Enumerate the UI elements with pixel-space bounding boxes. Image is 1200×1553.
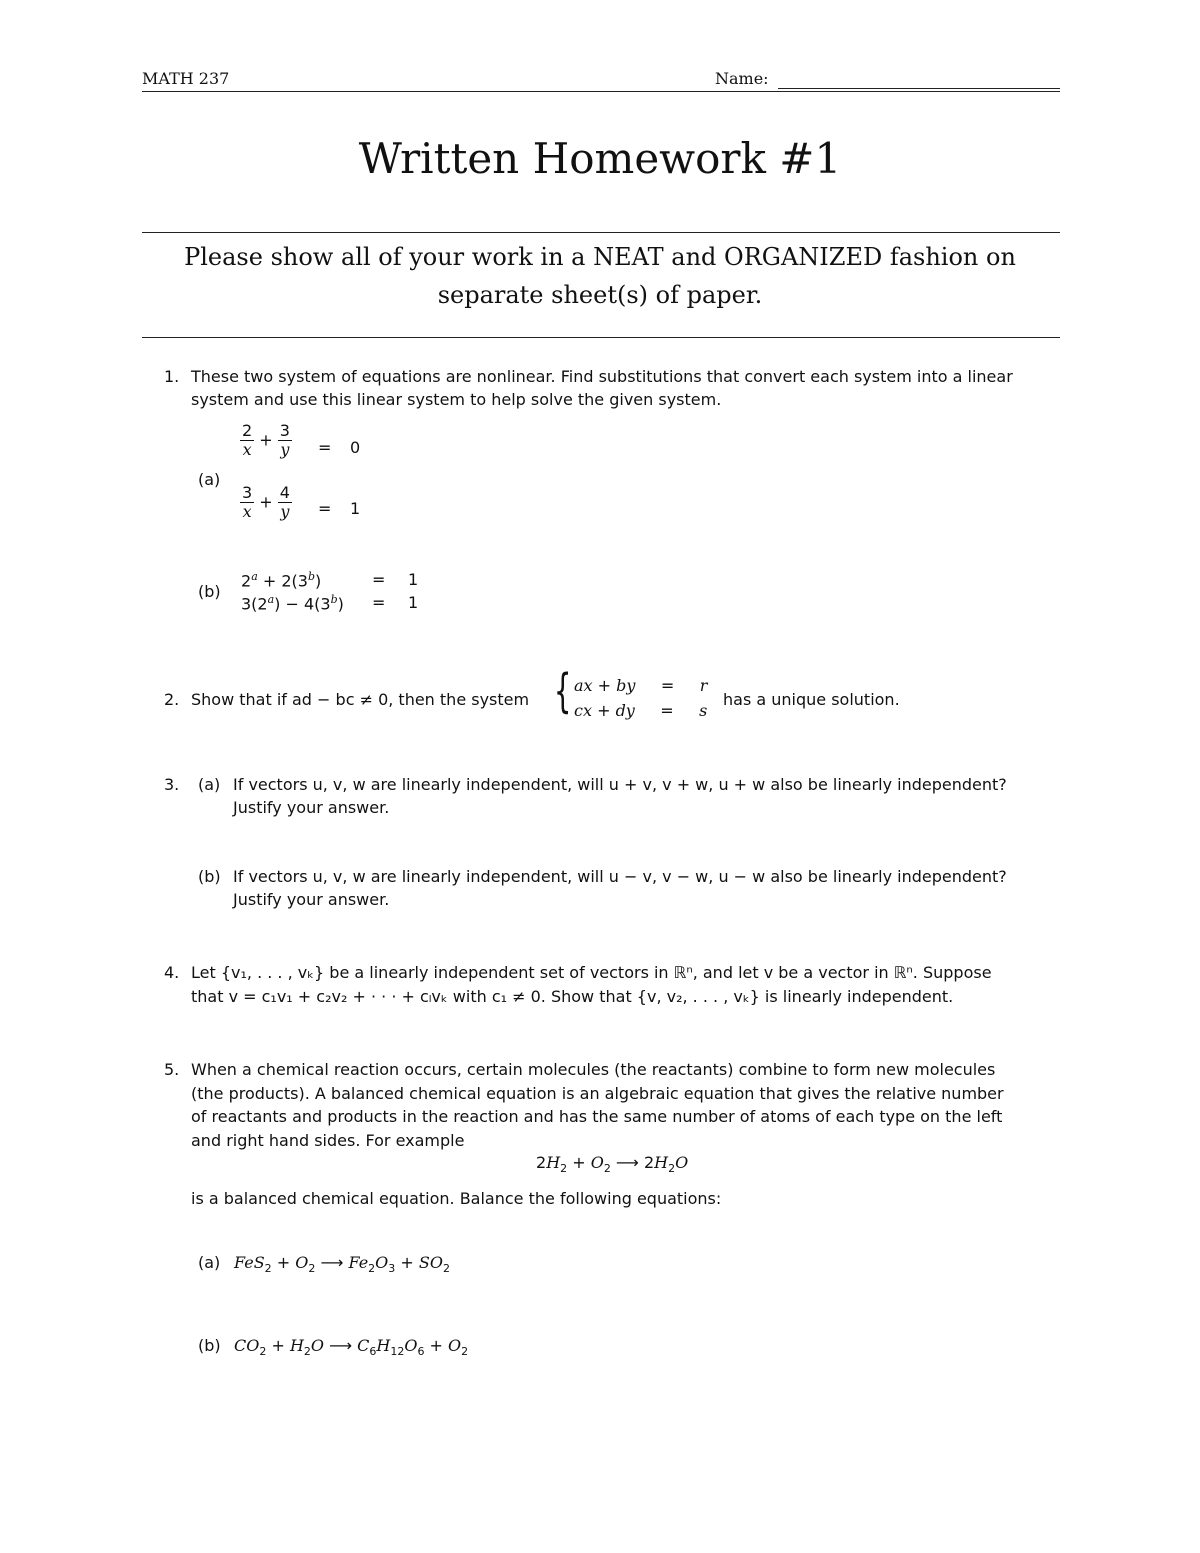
instructions-line-2: separate sheet(s) of paper. xyxy=(437,281,763,309)
problem-1b-equals-2: = xyxy=(372,593,386,612)
problem-2-text-after: has a unique solution. xyxy=(723,690,900,709)
instructions-line-1: Please show all of your work in a NEAT and ORGANIZED fashion on xyxy=(184,243,1016,271)
problem-2-system-line-2: cx + dy = s xyxy=(574,701,708,720)
problem-2-brace: { xyxy=(553,664,572,718)
instructions-top-rule xyxy=(142,232,1060,233)
problem-5-line-3: of reactants and products in the reaction and has the same number of atoms of each type on the left xyxy=(191,1107,1003,1126)
problem-1a-label: (a) xyxy=(198,470,221,489)
problem-1b-label: (b) xyxy=(198,582,221,601)
problem-3a-line-1: If vectors u, v, w are linearly independent, will u + v, v + w, u + w also be linearly independent? xyxy=(233,775,1007,794)
problem-5-line-4: and right hand sides. For example xyxy=(191,1131,465,1150)
problem-4-line-2: that v = c₁v₁ + c₂v₂ + · · · + cₗvₖ with c₁ ≠ 0. Show that {v, v₂, . . . , vₖ} is linearly independent. xyxy=(191,987,954,1006)
problem-1b-rhs-2: 1 xyxy=(408,593,419,612)
instructions-bottom-rule xyxy=(142,337,1060,338)
problem-1b-rhs-1: 1 xyxy=(408,570,419,589)
name-label: Name: xyxy=(715,69,769,88)
problem-1a-equation-2-lhs: $\frac{3}{x}$ + $\frac{4}{y}$ xyxy=(242,483,290,522)
problem-2-text-before: Show that if ad − bc ≠ 0, then the system xyxy=(191,690,530,709)
header-rule xyxy=(142,91,1060,92)
problem-1a-rhs-1: 0 xyxy=(350,438,361,457)
problem-2-system-line-1: ax + by = r xyxy=(574,676,708,695)
name-blank-line xyxy=(778,88,1060,89)
problem-5b-equation: $CO_2 + H_2O$ ⟶ $C_6H_{12}O_6 + O_2$ xyxy=(234,1336,469,1359)
problem-1a-equals-2: = xyxy=(318,499,332,518)
problem-3b-line-2: Justify your answer. xyxy=(233,890,390,909)
problem-4-line-1: Let {v₁, . . . , vₖ} be a linearly independent set of vectors in ℝⁿ, and let v be a vector in ℝⁿ. Suppose xyxy=(191,963,992,982)
problem-4-number: 4. xyxy=(164,963,180,982)
problem-5-example-equation: $2H_2 + O_2$ ⟶ $2H_2O$ xyxy=(536,1153,689,1176)
problem-3b-label: (b) xyxy=(198,867,221,886)
problem-1a-rhs-2: 1 xyxy=(350,499,361,518)
problem-1a-equation-1-lhs: $\frac{2}{x}$ + $\frac{3}{y}$ xyxy=(242,421,290,460)
problem-1a-equals-1: = xyxy=(318,438,332,457)
problem-1-text-line-2: system and use this linear system to help solve the given system. xyxy=(191,390,722,409)
problem-2-number: 2. xyxy=(164,690,180,709)
problem-5a-label: (a) xyxy=(198,1253,221,1272)
problem-1-number: 1. xyxy=(164,367,180,386)
page-title: Written Homework #1 xyxy=(358,134,842,183)
problem-5-line-1: When a chemical reaction occurs, certain molecules (the reactants) combine to form new molecules xyxy=(191,1060,996,1079)
problem-5-line-5: is a balanced chemical equation. Balance the following equations: xyxy=(191,1189,722,1208)
problem-1b-equation-2-lhs: $3(2^a) - 4(3^b)$ xyxy=(241,593,344,614)
problem-3-number: 3. xyxy=(164,775,180,794)
problem-3a-line-2: Justify your answer. xyxy=(233,798,390,817)
problem-1-text-line-1: These two system of equations are nonlinear. Find substitutions that convert each system into a linear xyxy=(191,367,1013,386)
course-label: MATH 237 xyxy=(142,69,230,88)
problem-5-number: 5. xyxy=(164,1060,180,1079)
problem-5b-label: (b) xyxy=(198,1336,221,1355)
problem-3a-label: (a) xyxy=(198,775,221,794)
problem-3b-line-1: If vectors u, v, w are linearly independent, will u − v, v − w, u − w also be linearly independent? xyxy=(233,867,1007,886)
problem-1b-equation-1-lhs: $2^a + 2(3^b)$ xyxy=(241,570,322,591)
problem-5a-equation: $FeS_2 + O_2$ ⟶ $Fe_2O_3 + SO_2$ xyxy=(234,1253,450,1276)
problem-1b-equals-1: = xyxy=(372,570,386,589)
problem-5-line-2: (the products). A balanced chemical equation is an algebraic equation that gives the relative number xyxy=(191,1084,1004,1103)
